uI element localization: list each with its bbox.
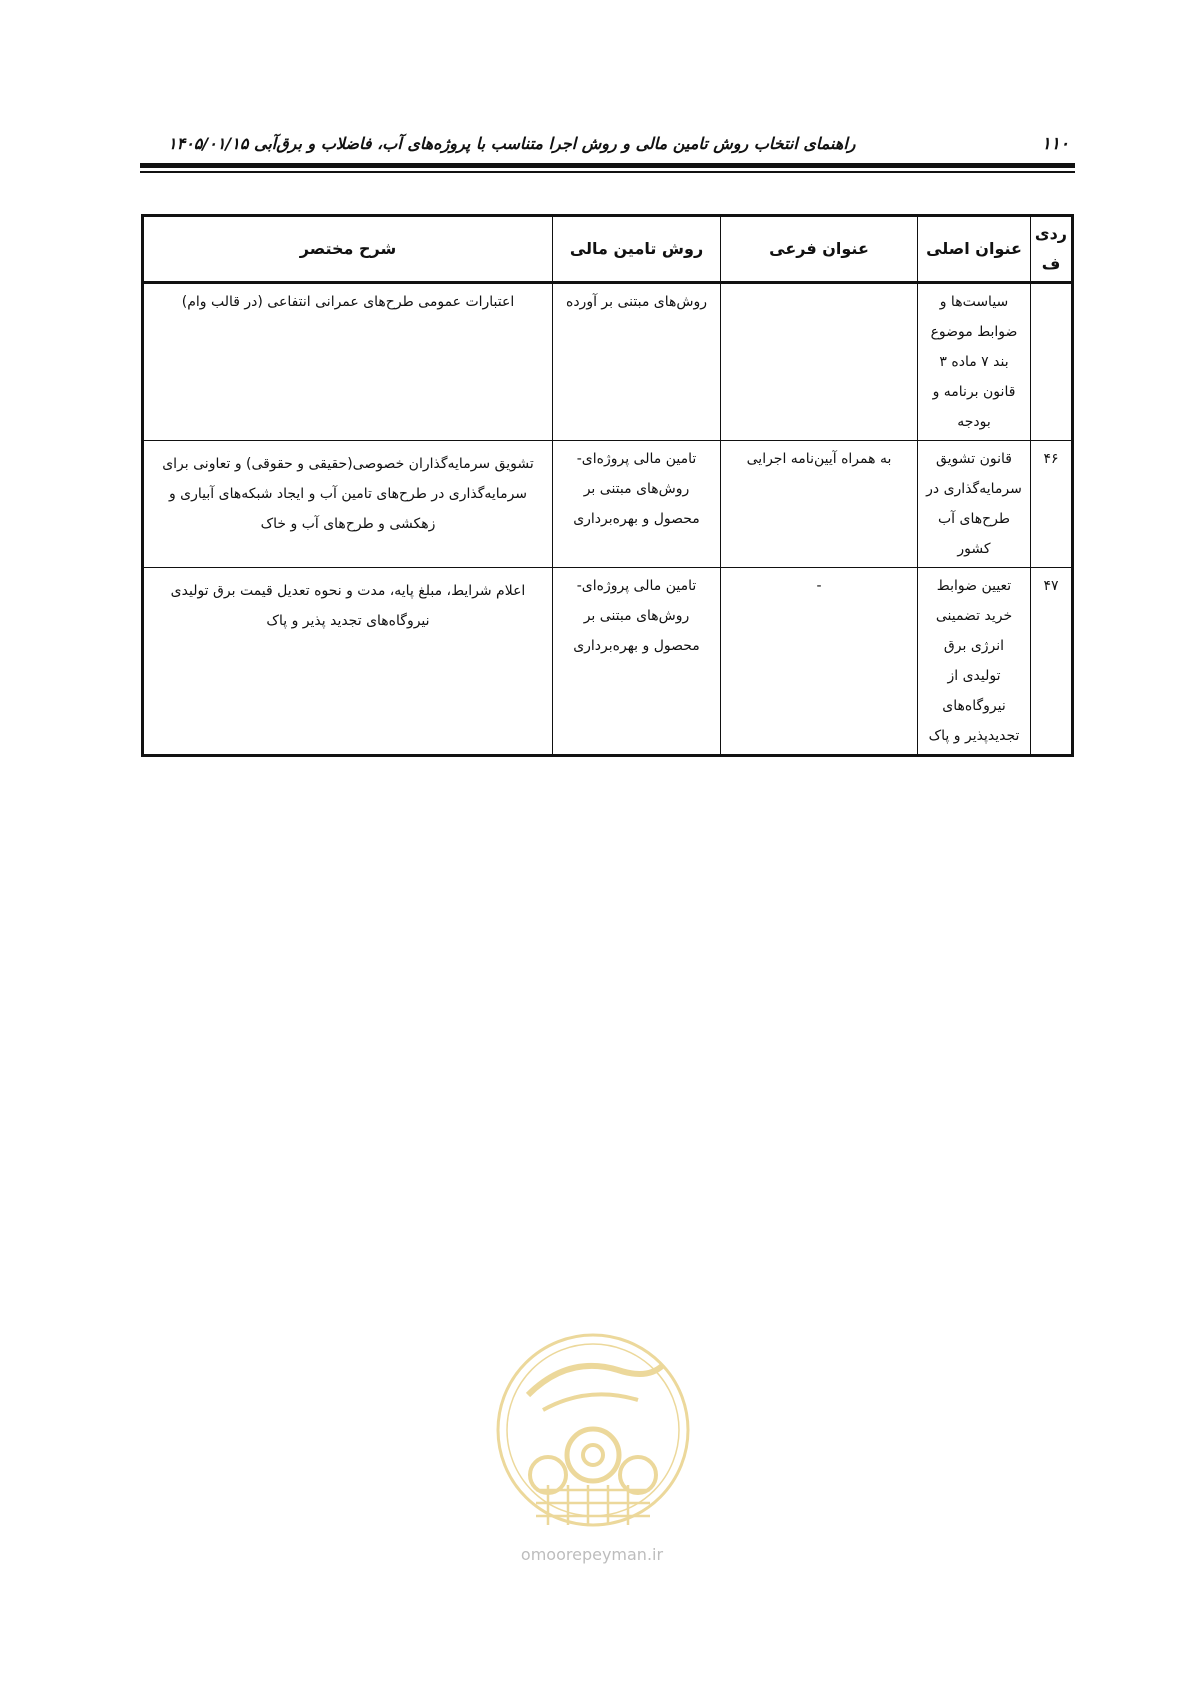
main-title-cell: سیاست‌ها و ضوابط موضوع بند ۷ ماده ۳ قانون برنامه و بودجه	[918, 283, 1031, 441]
description-cell: تشویق سرمایه‌گذاران خصوصی(حقیقی و حقوقی) و تعاونی برای سرمایه‌گذاری در طرح‌های تامین آب و ایجاد شبکه‌های آبیاری و زهکشی و طرح‌های آب و خاک	[143, 441, 553, 568]
sub-title-cell	[721, 283, 918, 441]
header-rule-thin	[140, 171, 1075, 173]
page-number: ۱۱۰	[1041, 134, 1069, 154]
table-row	[143, 283, 1073, 441]
row-number	[1031, 283, 1073, 441]
watermark-url: omoorepeyman.ir	[520, 1545, 664, 1564]
watermark-logo	[488, 1325, 698, 1575]
header-sub-title: عنوان فرعی	[721, 216, 918, 283]
document-title: راهنمای انتخاب روش تامین مالی و روش اجرا متناسب با پروژه‌های آب، فاضلاب و برق‌آبی	[254, 134, 856, 153]
main-title-cell: تعیین ضوابط خرید تضمینی انرژی برق تولیدی از نیروگاه‌های تجدیدپذیر و پاک	[918, 568, 1031, 756]
header-title-line	[140, 134, 856, 153]
financing-method-cell: روش‌های مبتنی بر آورده	[553, 283, 721, 441]
description-cell: اعتبارات عمومی طرح‌های عمرانی انتفاعی (در قالب وام)	[143, 283, 553, 441]
row-number: ۴۶	[1031, 441, 1073, 568]
financing-method-cell: تامین مالی پروژه‌ای- روش‌های مبتنی بر محصول و بهره‌برداری	[553, 568, 721, 756]
table-header-row	[143, 216, 1073, 283]
table-row	[143, 441, 1073, 568]
sub-title-cell: -	[721, 568, 918, 756]
document-date: ۱۴۰۵/۰۱/۱۵	[168, 134, 249, 153]
page-header	[140, 128, 1075, 166]
main-title-cell: قانون تشویق سرمایه‌گذاری در طرح‌های آب کشور	[918, 441, 1031, 568]
row-number: ۴۷	[1031, 568, 1073, 756]
header-row-number: ردی ف	[1031, 216, 1073, 283]
table-row	[143, 568, 1073, 756]
header-rule-thick	[140, 163, 1075, 168]
header-main-title: عنوان اصلی	[918, 216, 1031, 283]
header-financing-method: روش تامین مالی	[553, 216, 721, 283]
financing-method-cell: تامین مالی پروژه‌ای- روش‌های مبتنی بر محصول و بهره‌برداری	[553, 441, 721, 568]
header-description: شرح مختصر	[143, 216, 553, 283]
description-cell: اعلام شرایط، مبلغ پایه، مدت و نحوه تعدیل قیمت برق تولیدی نیروگاه‌های تجدید پذیر و پاک	[143, 568, 553, 756]
logo-seal-icon	[488, 1325, 698, 1540]
regulations-table	[141, 214, 1074, 757]
sub-title-cell: به همراه آیین‌نامه اجرایی	[721, 441, 918, 568]
